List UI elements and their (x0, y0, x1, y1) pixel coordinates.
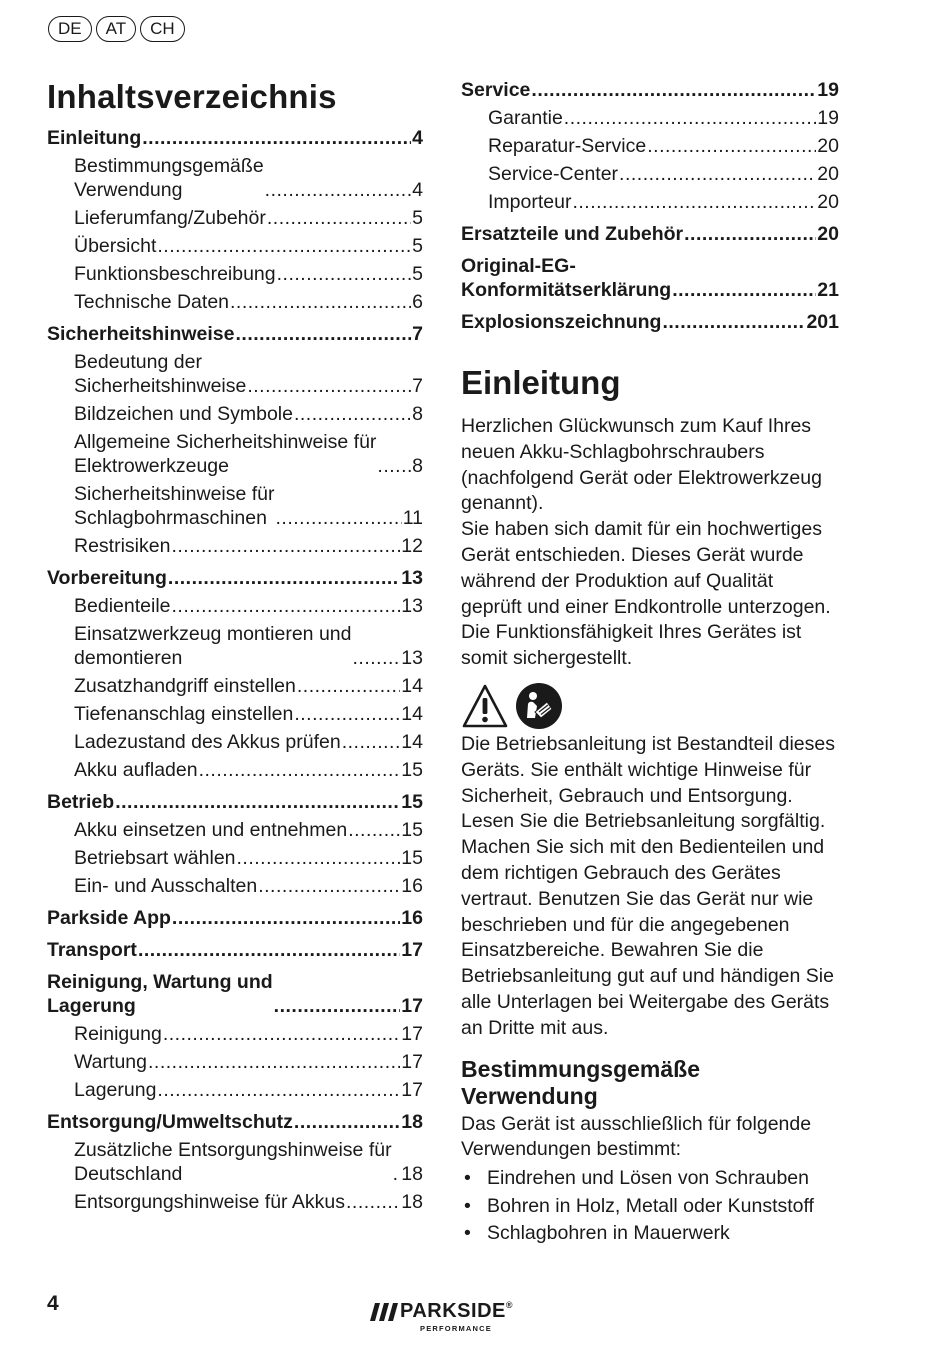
toc-entry-label: Entsorgungshinweise für Akkus (74, 1191, 345, 1213)
toc-leader-dots (572, 190, 816, 214)
toc-section-entry (47, 290, 423, 314)
toc-entry-label: Allgemeine Sicherheitshinweise für Elektrowerkzeuge (74, 431, 377, 477)
toc-entry-label: Zusatzhandgriff einstellen (74, 675, 296, 697)
toc-entry-page: 18 (401, 1163, 423, 1185)
toc-section-entry (47, 350, 423, 398)
toc-leader-dots (619, 162, 816, 186)
toc-entry-page: 7 (412, 323, 423, 345)
toc-leader-dots (393, 1162, 401, 1186)
toc-entry-page: 14 (401, 731, 423, 753)
toc-entry-label: Entsorgung/Umweltschutz (47, 1111, 293, 1133)
brand-name: PARKSIDE® (400, 1300, 514, 1322)
toc-entry-label: Übersicht (74, 235, 157, 257)
toc-chapter-entry (47, 1110, 423, 1134)
toc-entry-label: Lagerung (74, 1079, 157, 1101)
toc-section-entry (47, 846, 423, 870)
toc-chapter-entry (461, 222, 839, 246)
toc-section-entry (461, 106, 839, 130)
toc-leader-dots (684, 222, 816, 246)
toc-leader-dots (168, 566, 400, 590)
right-column (461, 78, 839, 1248)
country-de: DE (48, 16, 92, 42)
toc-leader-dots (172, 906, 400, 930)
toc-chapter-entry (461, 78, 839, 102)
quality-paragraph: Sie haben sich damit für ein hochwertiges Gerät entschieden. Dieses Gerät wurde während der Produktion auf Qualität geprüft und einer Endkontrolle unterzogen. Die Funktionsfähigkeit Ihres Gerätes ist somit sichergestellt. (461, 518, 831, 670)
toc-entry-label: Tiefenanschlag einstellen (74, 703, 294, 725)
toc-entry-label: Bedienteile (74, 595, 171, 617)
toc-entry-page: 201 (806, 311, 839, 333)
toc-leader-dots (258, 874, 400, 898)
toc-entry-page: 15 (401, 819, 423, 841)
toc-section-entry (47, 702, 423, 726)
toc-entry-page: 4 (412, 179, 423, 201)
toc-section-entry (47, 402, 423, 426)
toc-entry-label: Bildzeichen und Symbole (74, 403, 293, 425)
notice-icons (461, 682, 839, 730)
toc-chapter-entry (47, 906, 423, 930)
toc-entry-label: Explosionszeichnung (461, 311, 662, 333)
toc-section-entry (47, 206, 423, 230)
toc-entry-label: Vorbereitung (47, 567, 167, 589)
toc-entry-page: 18 (401, 1191, 423, 1213)
toc-entry-page: 14 (401, 703, 423, 725)
toc-entry-page: 13 (401, 647, 423, 669)
toc-entry-page: 13 (401, 595, 423, 617)
intro-paragraph: Herzlichen Glückwunsch zum Kauf Ihres neuen Akku-Schlagbohrschraubers (nachfolgend Gerät oder Elektrowerkzeug genannt). (461, 415, 822, 515)
toc-entry-label: Ladezustand des Akkus prüfen (74, 731, 341, 753)
toc-section-entry (47, 1138, 423, 1186)
toc-entry-label: Ein- und Ausschalten (74, 875, 258, 897)
toc-leader-dots (142, 126, 411, 150)
toc-section-entry (47, 758, 423, 782)
list-item: • Bohren in Holz, Metall oder Kunststoff (461, 1193, 839, 1221)
toc-leader-dots (277, 262, 412, 286)
einleitung-heading: Einleitung (461, 364, 621, 401)
toc-entry-label: Technische Daten (74, 291, 230, 313)
toc-leader-dots (294, 702, 400, 726)
toc-entry-page: 20 (817, 223, 839, 245)
toc-section-entry (461, 190, 839, 214)
toc-entry-label: Zusätzliche Entsorgungshinweise für Deutschland (74, 1139, 392, 1185)
toc-section-entry (47, 1190, 423, 1214)
toc-entry-label: Importeur (488, 191, 572, 213)
toc-section-entry (461, 162, 839, 186)
toc-leader-dots (294, 1110, 400, 1134)
toc-leader-dots (265, 178, 411, 202)
toc-section-entry (47, 1022, 423, 1046)
toc-entry-page: 5 (412, 235, 423, 257)
toc-entry-page: 15 (401, 791, 423, 813)
toc-entry-page: 5 (412, 207, 423, 229)
toc-title: Inhaltsverzeichnis (47, 78, 337, 115)
toc-entry-page: 4 (412, 127, 423, 149)
toc-section-entry (461, 134, 839, 158)
toc-leader-dots (294, 402, 411, 426)
toc-entry-label: Wartung (74, 1051, 147, 1073)
toc-chapter-entry (47, 938, 423, 962)
toc-chapter-entry (47, 126, 423, 150)
toc-leader-dots (267, 206, 411, 230)
toc-entry-label: Reparatur-Service (488, 135, 647, 157)
toc-entry-page: 20 (817, 191, 839, 213)
toc-entry-label: Sicherheitshinweise für Schlagbohrmaschinen (74, 483, 275, 529)
toc-entry-page: 20 (817, 135, 839, 157)
warning-icon (461, 683, 509, 729)
toc-entry-page: 19 (817, 107, 839, 129)
toc-section-entry (47, 430, 423, 478)
toc-entry-label: Transport (47, 939, 137, 961)
list-item: • Schlagbohren in Mauerwerk (461, 1220, 839, 1248)
toc-entry-label: Akku aufladen (74, 759, 198, 781)
usage-list (461, 1165, 839, 1248)
page-number: 4 (47, 1292, 59, 1315)
toc-entry-page: 17 (401, 1079, 423, 1101)
toc-list-left (47, 126, 423, 1214)
toc-chapter-entry (47, 322, 423, 346)
toc-section-entry (47, 622, 423, 670)
toc-leader-dots (163, 1022, 400, 1046)
toc-leader-dots (230, 290, 411, 314)
toc-leader-dots (531, 78, 816, 102)
toc-section-entry (47, 154, 423, 202)
toc-entry-page: 17 (401, 1051, 423, 1073)
toc-entry-label: Service (461, 79, 531, 101)
country-at: AT (96, 16, 136, 42)
toc-section-entry (47, 730, 423, 754)
toc-leader-dots (297, 674, 400, 698)
toc-leader-dots (274, 994, 401, 1018)
list-item: • Eindrehen und Lösen von Schrauben (461, 1165, 839, 1193)
toc-entry-label: Einsatzwerkzeug montieren und demontieren (74, 623, 352, 669)
toc-leader-dots (348, 818, 400, 842)
toc-entry-label: Bedeutung der Sicherheitshinweise (74, 351, 247, 397)
toc-leader-dots (377, 454, 411, 478)
toc-entry-label: Einleitung (47, 127, 142, 149)
toc-leader-dots (138, 938, 400, 962)
toc-entry-page: 17 (401, 1023, 423, 1045)
toc-leader-dots (115, 790, 400, 814)
toc-section-entry (47, 1050, 423, 1074)
toc-entry-page: 18 (401, 1111, 423, 1133)
toc-entry-label: Service-Center (488, 163, 619, 185)
toc-section-entry (47, 1078, 423, 1102)
toc-section-entry (47, 234, 423, 258)
toc-leader-dots (662, 310, 805, 334)
toc-entry-label: Akku einsetzen und entnehmen (74, 819, 348, 841)
toc-entry-page: 5 (412, 263, 423, 285)
toc-chapter-entry (47, 790, 423, 814)
toc-list-right (461, 78, 839, 334)
toc-section-entry (47, 674, 423, 698)
toc-leader-dots (276, 506, 402, 530)
toc-entry-label: Funktionsbeschreibung (74, 263, 276, 285)
toc-section-entry (47, 874, 423, 898)
toc-entry-label: Reinigung, Wartung und Lagerung (47, 971, 273, 1017)
toc-section-entry (47, 594, 423, 618)
toc-entry-label: Reinigung (74, 1023, 162, 1045)
toc-entry-label: Garantie (488, 107, 563, 129)
toc-leader-dots (172, 594, 401, 618)
country-ch: CH (140, 16, 185, 42)
toc-entry-label: Original-EG- Konformitätserklärung (461, 255, 672, 301)
toc-leader-dots (157, 1078, 400, 1102)
toc-chapter-entry (461, 310, 839, 334)
read-manual-icon (515, 682, 563, 730)
toc-leader-dots (564, 106, 817, 130)
toc-entry-page: 12 (401, 535, 423, 557)
toc-leader-dots (647, 134, 816, 158)
toc-leader-dots (199, 758, 401, 782)
toc-entry-label: Lieferumfang/Zubehör (74, 207, 266, 229)
toc-leader-dots (171, 534, 400, 558)
toc-entry-page: 14 (401, 675, 423, 697)
toc-entry-page: 8 (412, 455, 423, 477)
toc-entry-page: 13 (401, 567, 423, 589)
toc-entry-label: Parkside App (47, 907, 171, 929)
toc-leader-dots (157, 234, 411, 258)
toc-leader-dots (353, 646, 401, 670)
toc-leader-dots (342, 730, 401, 754)
toc-leader-dots (237, 846, 401, 870)
bestimmung-intro: Das Gerät ist ausschließlich für folgende Verwendungen bestimmt: (461, 1112, 812, 1161)
country-codes (48, 16, 185, 42)
toc-leader-dots (236, 322, 412, 346)
toc-left-column (47, 76, 423, 1214)
toc-leader-dots (247, 374, 411, 398)
toc-entry-page: 19 (817, 79, 839, 101)
toc-section-entry (47, 482, 423, 530)
toc-chapter-entry (47, 970, 423, 1018)
toc-chapter-entry (461, 254, 839, 302)
toc-entry-page: 20 (817, 163, 839, 185)
toc-entry-label: Bestimmungsgemäße Verwendung (74, 155, 264, 201)
toc-entry-page: 15 (401, 759, 423, 781)
toc-entry-page: 17 (401, 939, 423, 961)
toc-entry-label: Sicherheitshinweise (47, 323, 235, 345)
toc-entry-page: 21 (817, 279, 839, 301)
parkside-logo (370, 1300, 520, 1336)
toc-entry-page: 8 (412, 403, 423, 425)
toc-entry-label: Betriebsart wählen (74, 847, 236, 869)
toc-entry-page: 16 (401, 907, 423, 929)
toc-entry-page: 6 (412, 291, 423, 313)
toc-leader-dots (148, 1050, 400, 1074)
toc-chapter-entry (47, 566, 423, 590)
brand-subline: PERFORMANCE (420, 1324, 492, 1333)
bestimmung-heading: Bestimmungsgemäße Verwendung (461, 1055, 701, 1109)
toc-entry-label: Betrieb (47, 791, 115, 813)
toc-entry-page: 11 (402, 507, 423, 529)
toc-entry-page: 15 (401, 847, 423, 869)
toc-section-entry (47, 818, 423, 842)
toc-leader-dots (672, 278, 816, 302)
toc-entry-label: Ersatzteile und Zubehör (461, 223, 684, 245)
toc-section-entry (47, 534, 423, 558)
toc-entry-page: 17 (401, 995, 423, 1017)
toc-entry-label: Restrisiken (74, 535, 171, 557)
manual-paragraph: Die Betriebsanleitung ist Bestandteil dieses Geräts. Sie enthält wichtige Hinweise für Sicherheit, Gebrauch und Entsorgung. Lesen Sie die Betriebsanleitung sorgfältig. Machen Sie sich mit den Bedienteilen und dem richtigen Gebrauch des Gerätes vertraut. Benutzen Sie das Gerät nur wie beschrieben und für die angegebenen Einsatzbereiche. Bewahren Sie die Betriebsanleitung gut auf und händigen Sie alle Unterlagen bei Weitergabe des Geräts an Dritte mit aus. (461, 732, 835, 1039)
toc-entry-page: 7 (412, 375, 423, 397)
toc-leader-dots (346, 1190, 400, 1214)
toc-section-entry (47, 262, 423, 286)
toc-entry-page: 16 (401, 875, 423, 897)
brand-stripes-icon (370, 1303, 400, 1321)
